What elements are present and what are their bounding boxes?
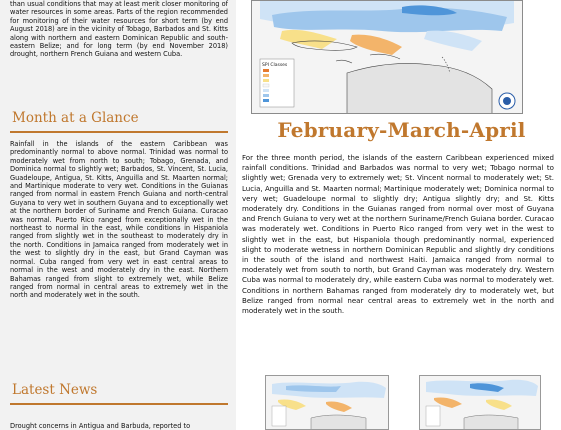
thumbnail-map-graphic <box>266 376 389 430</box>
thumbnail-map-graphic <box>420 376 541 430</box>
logo-emblem-core <box>503 97 511 105</box>
legend-swatch <box>263 79 269 82</box>
sidebar <box>0 0 236 430</box>
legend-swatch <box>263 89 269 92</box>
legend-swatch <box>263 74 269 77</box>
month-at-a-glance-text: Rainfall in the islands of the eastern Caribbean was predominantly normal to above normal. Trinidad was normal to moderately wet from north to south; Tobago, Grenada, and Dominica normal to slightly wet; Barbados, St. Vincent, St. Lucia, Guadeloupe, Antigua, St. Kitts, Anguilla and St. Maarten normal; and Martinique moderate to very wet. Conditions in the Guianas ranged from normal in eastern French Guiana and north-central Guyana to very wet in southern Guyana and to exceptionally wet at the northern border of Suriname and French Guiana. Curacao was normal. Puerto Rico ranged from exceptionally wet in the northeast to normal in the east, while conditions in Hispaniola ranged from slightly wet in the southeast to moderately dry in the north. Conditions in Jamaica ranged from moderately wet in the west to slightly dry in the east, but Grand Cayman was normal. Cuba ranged from very wet in east central areas to normal in the west and moderately dry in the east. Northern Bahamas ranged from slight to extremely wet, while Belize ranged from normal in central areas to extremely wet in the north and moderately wet in the south. <box>10 140 228 300</box>
month-at-a-glance-heading: Month at a Glance <box>12 110 139 126</box>
section-title: February-March-April <box>277 118 526 142</box>
wet-region <box>272 8 507 32</box>
thumbnail-map <box>419 375 541 430</box>
spi-map <box>252 1 523 114</box>
spi-map-figure <box>251 0 523 114</box>
legend-swatch <box>263 69 269 72</box>
heading-rule <box>10 403 228 405</box>
latest-news-text: Drought concerns in Antigua and Barbuda, reported to <box>10 422 191 430</box>
sidebar-intro-paragraph: than usual conditions that may at least merit closer monitoring of water resources in some areas. Parts of the region recommended for monitoring of their water resources for short term (by end August 2018) are in the vicinity of Tobago, Barbados and St. Kitts along with northern and eastern Dominican Republic and south-eastern Belize; and for long term (by end November 2018) drought, northern French Guiana and western Cuba. <box>10 0 228 59</box>
thumbnail-map <box>265 375 389 430</box>
section-body-text: For the three month period, the islands of the eastern Caribbean experienced mixed rainfall conditions. Trinidad and Barbados was normal to very wet; Tobago normal to slightly wet; Grenada very to extremely wet; St. Vincent normal to moderately wet; St. Lucia, Anguilla and St. Maarten normal; Martinique moderately wet; Dominica normal to very wet; Guadeloupe normal to slightly dry; Antigua slightly dry; and St. Kitts moderately dry. Conditions in the Guianas ranged from normal over most of Guyana and French Guiana to very wet at the northern Suriname/French Guiana border. Curacao was moderately wet. Conditions in Puerto Rico ranged from very wet in the west to slightly wet in the east, but Hispaniola though predominantly normal, experienced slight to moderate wetness in northern Dominican Republic and slightly dry conditions in the south of the island and northwest Haiti. Jamaica ranged from normal to moderately wet from south to north, but Grand Cayman was moderately dry. Western Cuba was normal to moderately dry, while eastern Cuba was normal to moderately wet. Conditions in northern Bahamas ranged from moderately dry to moderately wet, but Belize ranged from normal near central areas to extremely wet in the north and moderately wet in the south. <box>242 153 554 316</box>
legend-swatch <box>263 94 269 97</box>
legend-swatch <box>263 84 269 87</box>
legend-title: SPI Classes <box>262 63 288 68</box>
heading-rule <box>10 131 228 133</box>
legend-swatch <box>263 99 269 102</box>
latest-news-heading: Latest News <box>12 382 98 398</box>
